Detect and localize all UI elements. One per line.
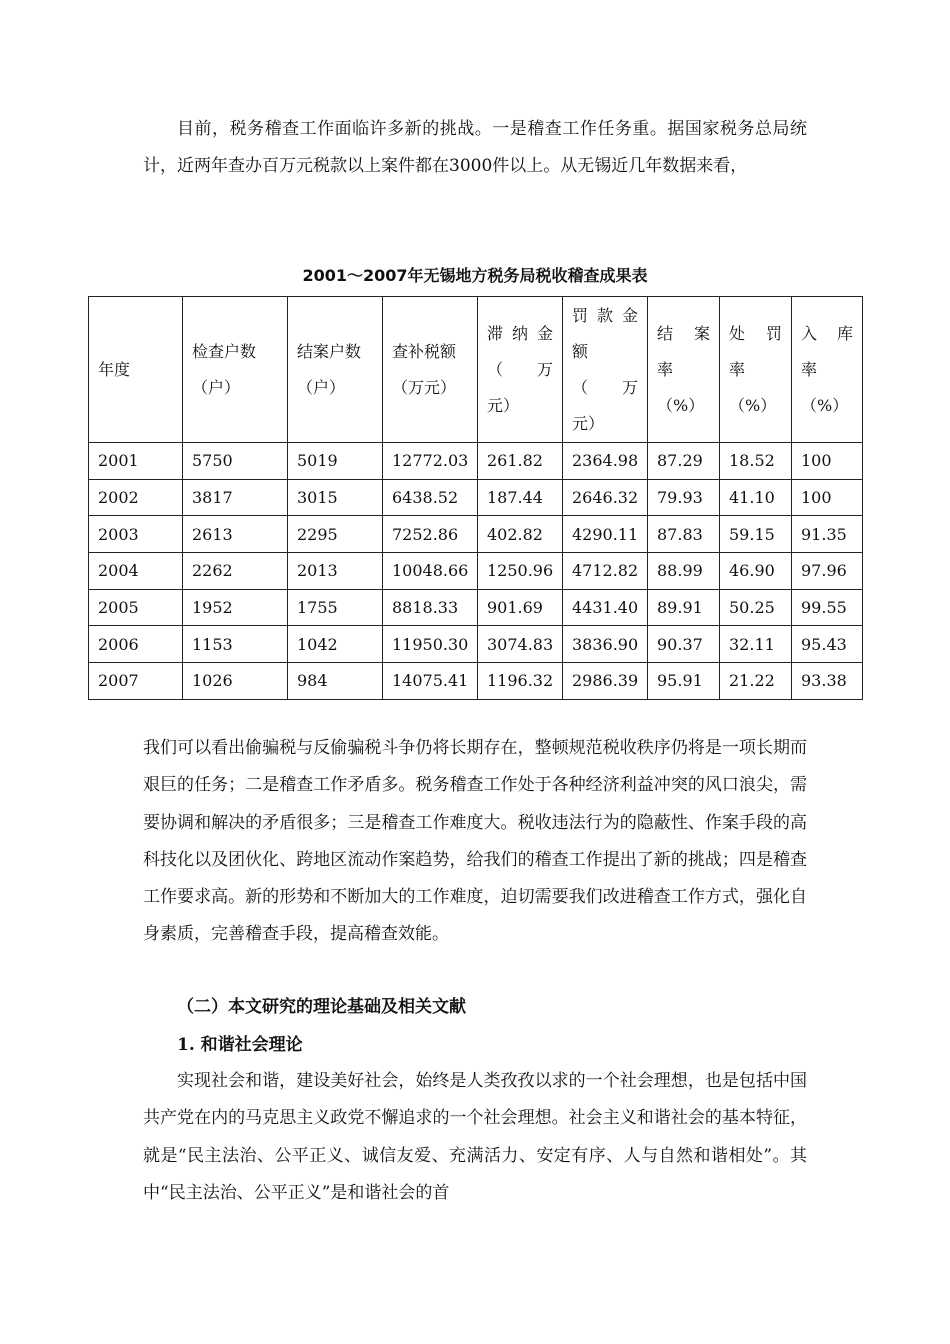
- cell-tax: 10048.66: [383, 553, 478, 590]
- cell-tax: 6438.52: [383, 479, 478, 516]
- cell-closure-rate: 87.29: [648, 443, 720, 480]
- cell-inspected: 2613: [183, 516, 288, 553]
- cell-tax: 14075.41: [383, 663, 478, 700]
- inspection-results-table: [88, 296, 863, 700]
- cell-inspected: 2262: [183, 553, 288, 590]
- header-fine-amount: 罚款金 额 （ 万 元）: [563, 297, 648, 443]
- header-year: 年度: [89, 297, 183, 443]
- cell-inspected: 5750: [183, 443, 288, 480]
- cell-tax: 12772.03: [383, 443, 478, 480]
- paragraph-harmonious-society: 实现社会和谐，建设美好社会，始终是人类孜孜以求的一个社会理想，也是包括中国共产党在内的马克思主义政党不懈追求的一个社会理想。社会主义和谐社会的基本特征，就是“民主法治、公平正义、诚信友爱、充满活力、安定有序、人与自然和谐相处”。其中“民主法治、公平正义”是和谐社会的首: [143, 1071, 807, 1203]
- cell-late-fee: 261.82: [478, 443, 563, 480]
- cell-late-fee: 3074.83: [478, 626, 563, 663]
- cell-closure-rate: 88.99: [648, 553, 720, 590]
- cell-storage-rate: 100: [792, 443, 863, 480]
- cell-year: 2003: [89, 516, 183, 553]
- cell-penalty-rate: 18.52: [720, 443, 792, 480]
- cell-inspected: 1153: [183, 626, 288, 663]
- cell-storage-rate: 99.55: [792, 589, 863, 626]
- cell-closed: 2295: [288, 516, 383, 553]
- cell-year: 2007: [89, 663, 183, 700]
- cell-storage-rate: 93.38: [792, 663, 863, 700]
- cell-tax: 8818.33: [383, 589, 478, 626]
- cell-penalty-rate: 46.90: [720, 553, 792, 590]
- cell-inspected: 1026: [183, 663, 288, 700]
- cell-closure-rate: 87.83: [648, 516, 720, 553]
- cell-year: 2004: [89, 553, 183, 590]
- cell-year: 2002: [89, 479, 183, 516]
- cell-closure-rate: 95.91: [648, 663, 720, 700]
- table-header-row: [89, 297, 863, 443]
- cell-late-fee: 1250.96: [478, 553, 563, 590]
- table-row: [89, 589, 863, 626]
- cell-fine: 3836.90: [563, 626, 648, 663]
- table-row: [89, 516, 863, 553]
- table-row: [89, 663, 863, 700]
- cell-fine: 2986.39: [563, 663, 648, 700]
- cell-late-fee: 901.69: [478, 589, 563, 626]
- cell-fine: 2364.98: [563, 443, 648, 480]
- cell-year: 2001: [89, 443, 183, 480]
- cell-closed: 1042: [288, 626, 383, 663]
- cell-late-fee: 187.44: [478, 479, 563, 516]
- cell-fine: 4712.82: [563, 553, 648, 590]
- table-row: [89, 479, 863, 516]
- cell-closure-rate: 90.37: [648, 626, 720, 663]
- cell-tax: 11950.30: [383, 626, 478, 663]
- header-closed-households: 结案户数 （户）: [288, 297, 383, 443]
- subsection-heading: 1. 和谐社会理论: [177, 1035, 303, 1055]
- header-storage-rate: 入库 率 （%）: [792, 297, 863, 443]
- cell-closure-rate: 89.91: [648, 589, 720, 626]
- table-row: [89, 553, 863, 590]
- cell-inspected: 3817: [183, 479, 288, 516]
- cell-penalty-rate: 32.11: [720, 626, 792, 663]
- header-late-fee: 滞纳金 （ 万 元）: [478, 297, 563, 443]
- cell-storage-rate: 100: [792, 479, 863, 516]
- cell-storage-rate: 95.43: [792, 626, 863, 663]
- cell-penalty-rate: 41.10: [720, 479, 792, 516]
- section-heading: （二）本文研究的理论基础及相关文献: [177, 997, 466, 1017]
- header-closure-rate: 结案 率 （%）: [648, 297, 720, 443]
- cell-penalty-rate: 50.25: [720, 589, 792, 626]
- table-row: [89, 443, 863, 480]
- cell-storage-rate: 97.96: [792, 553, 863, 590]
- table-title: 2001～2007年无锡地方税务局税收稽查成果表: [302, 266, 648, 285]
- cell-late-fee: 1196.32: [478, 663, 563, 700]
- header-penalty-rate: 处罚 率 （%）: [720, 297, 792, 443]
- paragraph-analysis: 我们可以看出偷骗税与反偷骗税斗争仍将长期存在，整顿规范税收秩序仍将是一项长期而艰巨的任务；二是稽查工作矛盾多。税务稽查工作处于各种经济利益冲突的风口浪尖，需要协调和解决的矛盾很多；三是稽查工作难度大。税收违法行为的隐蔽性、作案手段的高科技化以及团伙化、跨地区流动作案趋势，给我们的稽查工作提出了新的挑战；四是稽查工作要求高。新的形势和不断加大的工作难度，迫切需要我们改进稽查工作方式，强化自身素质，完善稽查手段，提高稽查效能。: [143, 738, 807, 945]
- cell-closed: 2013: [288, 553, 383, 590]
- cell-fine: 4431.40: [563, 589, 648, 626]
- paragraph-intro: 目前，税务稽查工作面临许多新的挑战。一是稽查工作任务重。据国家税务总局统计，近两年查办百万元税款以上案件都在3000件以上。从无锡近几年数据来看，: [143, 119, 807, 177]
- cell-fine: 4290.11: [563, 516, 648, 553]
- cell-fine: 2646.32: [563, 479, 648, 516]
- cell-penalty-rate: 59.15: [720, 516, 792, 553]
- header-supplementary-tax: 查补税额 （万元）: [383, 297, 478, 443]
- cell-closed: 984: [288, 663, 383, 700]
- cell-year: 2005: [89, 589, 183, 626]
- cell-tax: 7252.86: [383, 516, 478, 553]
- cell-late-fee: 402.82: [478, 516, 563, 553]
- cell-year: 2006: [89, 626, 183, 663]
- cell-closed: 3015: [288, 479, 383, 516]
- cell-closed: 5019: [288, 443, 383, 480]
- cell-closed: 1755: [288, 589, 383, 626]
- table-row: [89, 626, 863, 663]
- cell-closure-rate: 79.93: [648, 479, 720, 516]
- cell-storage-rate: 91.35: [792, 516, 863, 553]
- cell-inspected: 1952: [183, 589, 288, 626]
- cell-penalty-rate: 21.22: [720, 663, 792, 700]
- header-inspected-households: 检查户数 （户）: [183, 297, 288, 443]
